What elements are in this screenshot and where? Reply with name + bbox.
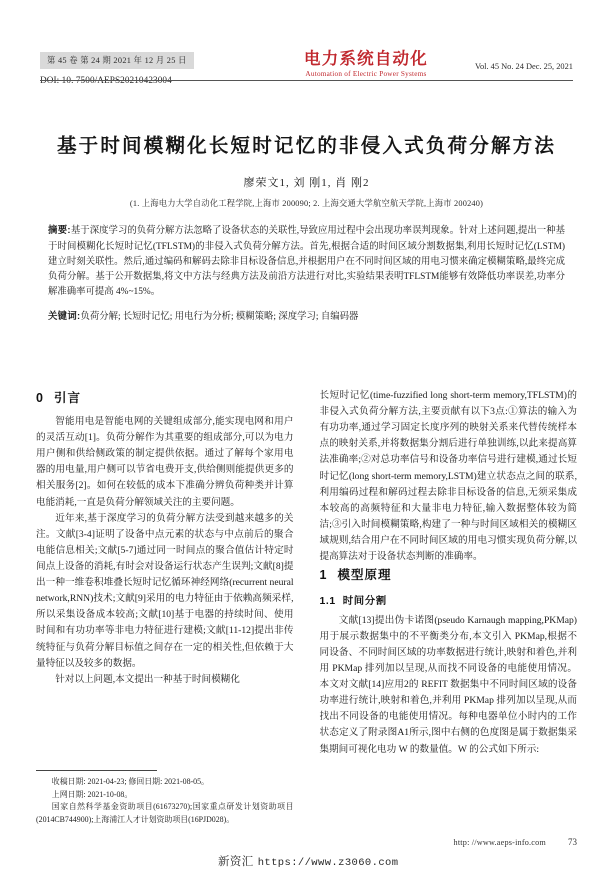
watermark-label: 新资汇 bbox=[218, 856, 254, 868]
abstract-block bbox=[48, 222, 565, 300]
paragraph: 近年来,基于深度学习的负荷分解方法受到越来越多的关注。文献[3-4]证明了设备中点元素的状态与中点前后的聚合电能信息相关;文献[5-7]通过同一时间点的聚合值估计特定时间点上设备的消耗,有时会对设备运行状态产生误判;文献[8]提出一种一维卷积堆叠长短时记忆循环神经网络(recurrent neural network,RNN)技术;文献[9]采用的电力特征由于依赖高频采样,所以采集设备成本较高;文献[10]基于电器的持续时间、使用时间和有功功率等非电力特征进行建模;文献[11-12]提出非传统特征与负荷分解目标值之间存在一定的相关性,但依赖于大量特征以及较多的数据。 bbox=[36, 512, 294, 669]
page-title: 基于时间模糊化长短时记忆的非侵入式负荷分解方法 bbox=[56, 135, 557, 157]
masthead-divider bbox=[40, 80, 573, 81]
footnote-received-date: 收稿日期: 2021-04-23; 修回日期: 2021-08-05。 bbox=[51, 776, 209, 786]
section-title: 模型原理 bbox=[337, 568, 392, 583]
subsection-title: 时间分割 bbox=[342, 596, 387, 608]
journal-title-en: Automation of Electric Power Systems bbox=[305, 70, 427, 79]
subsection-number: 1.1 bbox=[319, 596, 336, 608]
paragraph: 针对以上问题,本文提出一种基于时间模糊化 bbox=[55, 673, 240, 685]
section-number: 1 bbox=[319, 568, 328, 583]
body-columns bbox=[36, 388, 577, 827]
abstract-label: 摘要: bbox=[48, 224, 71, 236]
author-names: 廖荣文1, 刘 刚1, 肖 刚2 bbox=[243, 177, 370, 190]
left-column bbox=[36, 388, 294, 827]
volume-issue-bar: 第 45 卷 第 24 期 2021 年 12 月 25 日 bbox=[40, 52, 194, 70]
paper-page bbox=[0, 50, 613, 875]
title-block bbox=[40, 134, 573, 209]
volume-issue-en: Vol. 45 No. 24 Dec. 25, 2021 bbox=[474, 62, 573, 71]
watermark-url: https://www.z3060.com bbox=[257, 857, 399, 869]
paragraph-continued: 长短时记忆(time-fuzzified long short-term memory,TFLSTM)的非侵入式负荷分解方法,主要贡献有以下3点:①算法的输入为有功功率,通过学习固定长度序列的映射关系来代替传统样本点的映射关系,并将数据集分割后进行单独训练,以此来提高算法准确率;②对总功率信号和设备功率信号进行建模,通过长短时记忆(long short-term memory,LSTM)建立状态点之间的联系,利用编码过程和解码过程去除非目标设备的信息,无须采集成本较高的高频特征和大量非电力特征,输入数据整体较为简洁;③引入时间模糊策略,构建了一种与时间区域相关的模糊区域规则,结合用户在不同时间区域的用电习惯实现负荷分解,以提高算法对于设备状态判断的准确率。 bbox=[319, 390, 577, 563]
masthead bbox=[40, 50, 573, 112]
page-number: 73 bbox=[568, 837, 577, 847]
footnote-divider bbox=[36, 770, 157, 771]
keywords-block bbox=[48, 308, 565, 325]
journal-url: http: //www.aeps-info.com bbox=[453, 838, 546, 847]
section-heading-0 bbox=[36, 388, 294, 409]
subsection-heading-1-1 bbox=[320, 593, 578, 610]
section-heading-1 bbox=[320, 565, 578, 586]
footnotes bbox=[36, 770, 294, 827]
author-list bbox=[40, 174, 573, 190]
doi-line: DOI: 10. 7500/AEPS20210423004 bbox=[40, 75, 172, 85]
keywords-text: 负荷分解; 长短时记忆; 用电行为分析; 模糊策略; 深度学习; 自编码器 bbox=[80, 311, 359, 322]
footnote-funding: 国家自然科学基金资助项目(61673270);国家重点研发计划资助项目(2014CB744900);上海浦江人才计划资助项目(16PJD028)。 bbox=[36, 802, 294, 825]
page-footer bbox=[36, 837, 577, 847]
section-number: 0 bbox=[36, 391, 44, 405]
journal-title-cn: 电力系统自动化 bbox=[304, 49, 428, 68]
keywords-label: 关键词: bbox=[48, 309, 81, 321]
affiliation-line: (1. 上海电力大学自动化工程学院,上海市 200090; 2. 上海交通大学航空航天学院,上海市 200240) bbox=[129, 199, 484, 209]
watermark bbox=[218, 853, 398, 869]
paragraph: 智能用电是智能电网的关键组成部分,能实现电网和用户的灵活互动[1]。负荷分解作为其重要的组成部分,可以为电力用户侧和供给侧政策的制定提供依据。通过了解每个家用电器的用电量,用户侧可以节省电费开支,供给侧则能提供更多的相关服务[2]。如何在较低的成本下准确分辨负荷种类并计算电能消耗,一直是负荷分解领域关注的主要问题。 bbox=[36, 416, 294, 508]
section-title: 引言 bbox=[53, 391, 81, 405]
footnote-online-date: 上网日期: 2021-10-08。 bbox=[51, 789, 133, 799]
paragraph: 文献[13]提出伪卡诺图(pseudo Karnaugh mapping,PKMap)用于展示数据集中的不平衡类分布,本文引入 PKMap,根据不同设备、不同时间区域的功率数据进行统计,映射和着色,并利用 PKMap 排列加以呈现,从而找不同设备的电能使用情况。本文对文献[14]应用2的 REFIT 数据集中不同时间区域的设备功率进行统计,映射和着色,并利用 PKMap 排列加以呈现,从而找出不同设备的电能使用情况。每种电器单位小时内的工作状态定义了附录图A1所示,图中右侧的色度图是属于数据集采集期间可视化电功 W 的数量值。W 的公式如下所示: bbox=[319, 614, 577, 755]
right-column bbox=[320, 388, 578, 827]
abstract-text: 基于深度学习的负荷分解方法忽略了设备状态的关联性,导致应用过程中会出现功率误判现象。针对上述问题,提出一种基于时间模糊化长短时记忆(TFLSTM)的非侵入式负荷分解方法。首先,根据合适的时间区域分割数据集,利用长短时记忆(LSTM)建立时刻关联性。然后,通过编码和解码去除非目标设备信息,并根据用户在不同时间区域的用电习惯来确定模糊策略,最终完成负荷分解。基于公开数据集,将文中方法与经典方法及前沿方法进行对比,实验结果表明TFLSTM能够有效降低功率误差,功率分解准确率可提高 4%~15%。 bbox=[48, 226, 565, 298]
journal-logo bbox=[276, 50, 456, 78]
